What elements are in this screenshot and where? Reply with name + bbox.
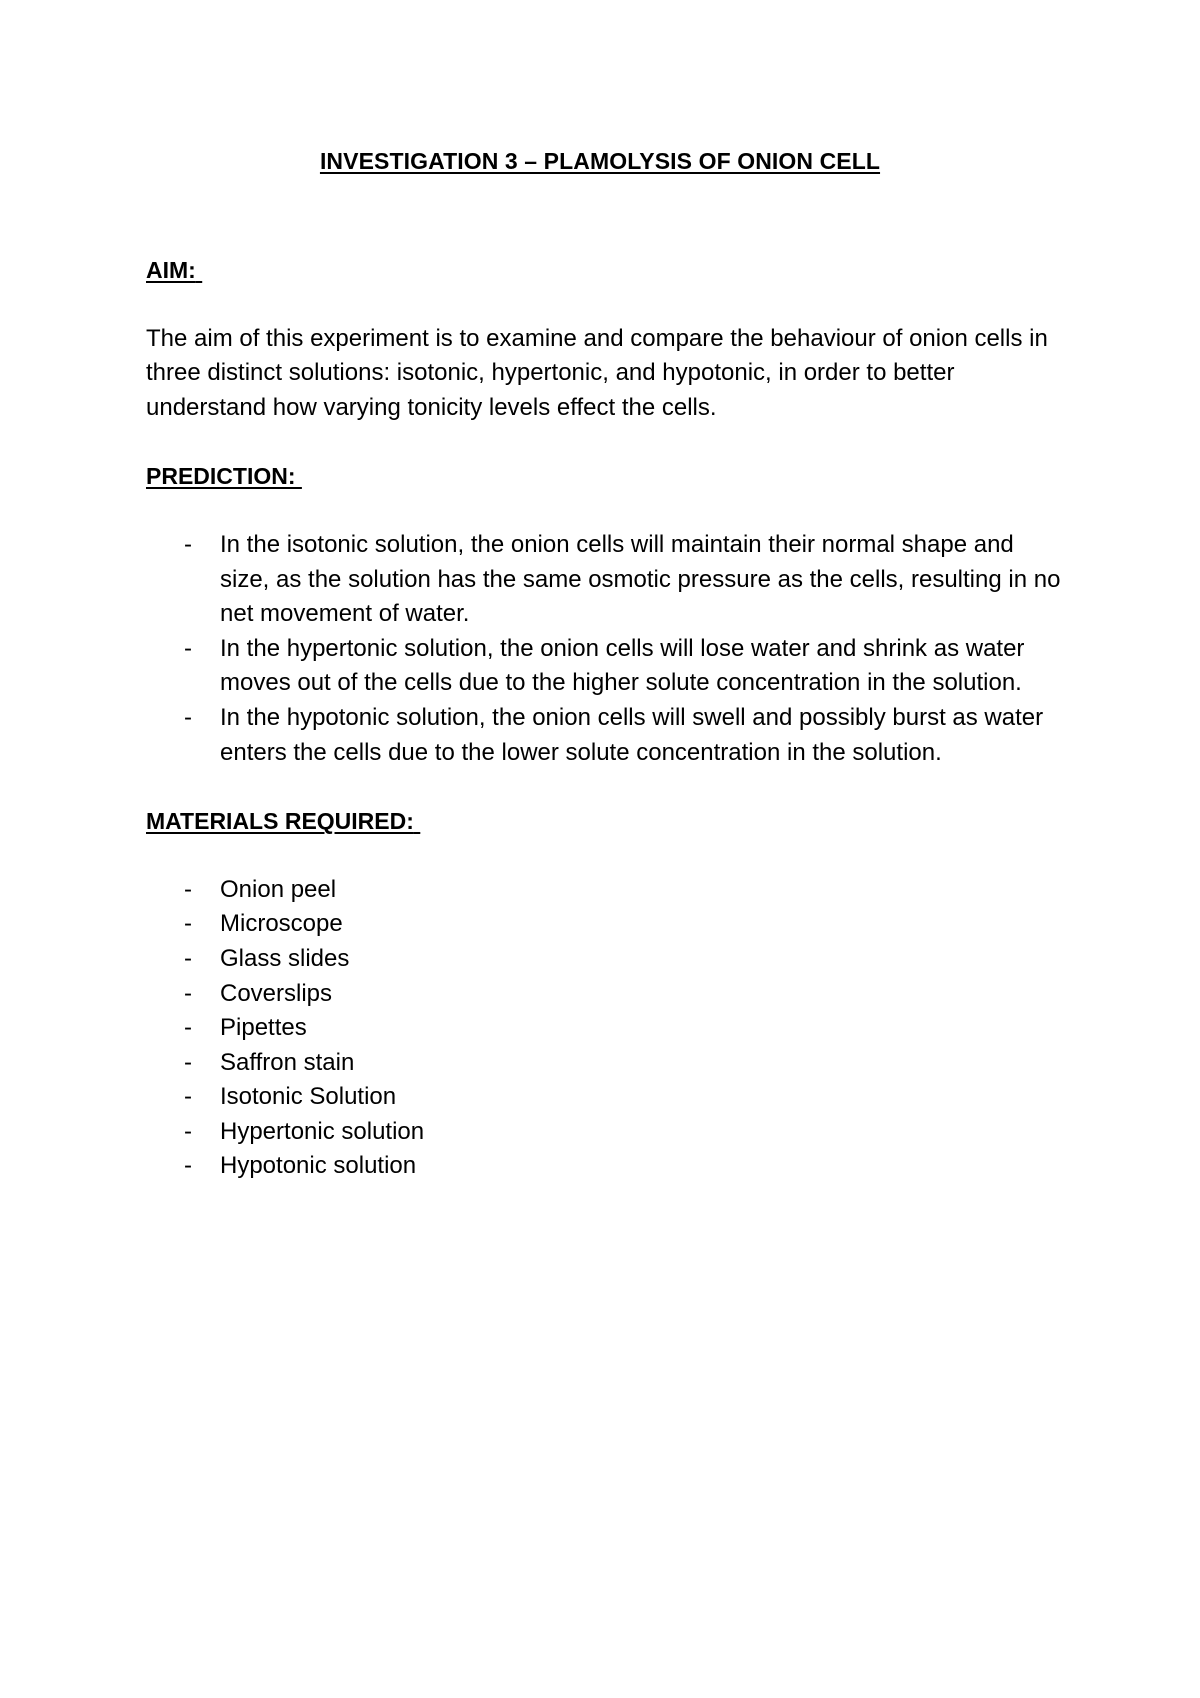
section-spacer — [146, 770, 1066, 804]
materials-item-text: Hypotonic solution — [220, 1152, 417, 1180]
prediction-heading: PREDICTION: — [146, 463, 296, 490]
bullet-dash: - — [184, 979, 192, 1007]
prediction-list — [146, 528, 1066, 770]
bullet-dash: - — [184, 1117, 192, 1145]
prediction-item-text: In the hypertonic solution, the onion cells will lose water and shrink as water moves out of the cells due to the higher solute concentration in the solution. — [220, 634, 1025, 697]
materials-item-text: Hypertonic solution — [220, 1117, 425, 1145]
materials-item-text: Pipettes — [220, 1014, 307, 1042]
document-body — [146, 253, 1066, 1184]
materials-item — [146, 1115, 1066, 1150]
bullet-dash: - — [184, 703, 192, 731]
materials-item-text: Coverslips — [220, 979, 333, 1007]
materials-item — [146, 1011, 1066, 1046]
materials-item — [146, 942, 1066, 977]
materials-item-text: Isotonic Solution — [220, 1083, 397, 1111]
materials-item-text: Glass slides — [220, 944, 350, 972]
materials-item-text: Microscope — [220, 910, 343, 938]
aim-heading: AIM: — [146, 257, 196, 283]
materials-item — [146, 1046, 1066, 1081]
bullet-dash: - — [184, 530, 192, 558]
bullet-dash: - — [184, 1014, 192, 1042]
bullet-dash: - — [184, 1083, 192, 1111]
prediction-item — [146, 632, 1066, 701]
materials-item — [146, 1080, 1066, 1115]
materials-item — [146, 977, 1066, 1012]
materials-item — [146, 907, 1066, 942]
materials-heading: MATERIALS REQUIRED: — [146, 808, 414, 835]
bullet-dash: - — [184, 1048, 192, 1076]
prediction-item-text: In the hypotonic solution, the onion cells will swell and possibly burst as water enters the cells due to the lower solute concentration in the solution. — [220, 703, 1044, 766]
bullet-dash: - — [184, 1152, 192, 1180]
materials-item-text: Onion peel — [220, 875, 337, 903]
materials-list — [146, 873, 1066, 1184]
materials-item — [146, 1149, 1066, 1184]
bullet-dash: - — [184, 910, 192, 938]
prediction-item-text: In the isotonic solution, the onion cells will maintain their normal shape and size, as the solution has the same osmotic pressure as the cells, resulting in no net movement of water. — [220, 530, 1061, 628]
bullet-dash: - — [184, 875, 192, 903]
section-spacer — [146, 425, 1066, 459]
document-title: INVESTIGATION 3 – PLAMOLYSIS OF ONION CELL — [319, 148, 881, 174]
bullet-dash: - — [184, 944, 192, 972]
bullet-dash: - — [184, 634, 192, 662]
aim-text: The aim of this experiment is to examine and compare the behaviour of onion cells in three distinct solutions: isotonic, hypertonic, and hypotonic, in order to better understand how varying tonicity levels effect the cells. — [146, 324, 1048, 421]
materials-item — [146, 873, 1066, 908]
prediction-item — [146, 701, 1066, 770]
materials-item-text: Saffron stain — [220, 1048, 355, 1076]
prediction-item — [146, 528, 1066, 632]
